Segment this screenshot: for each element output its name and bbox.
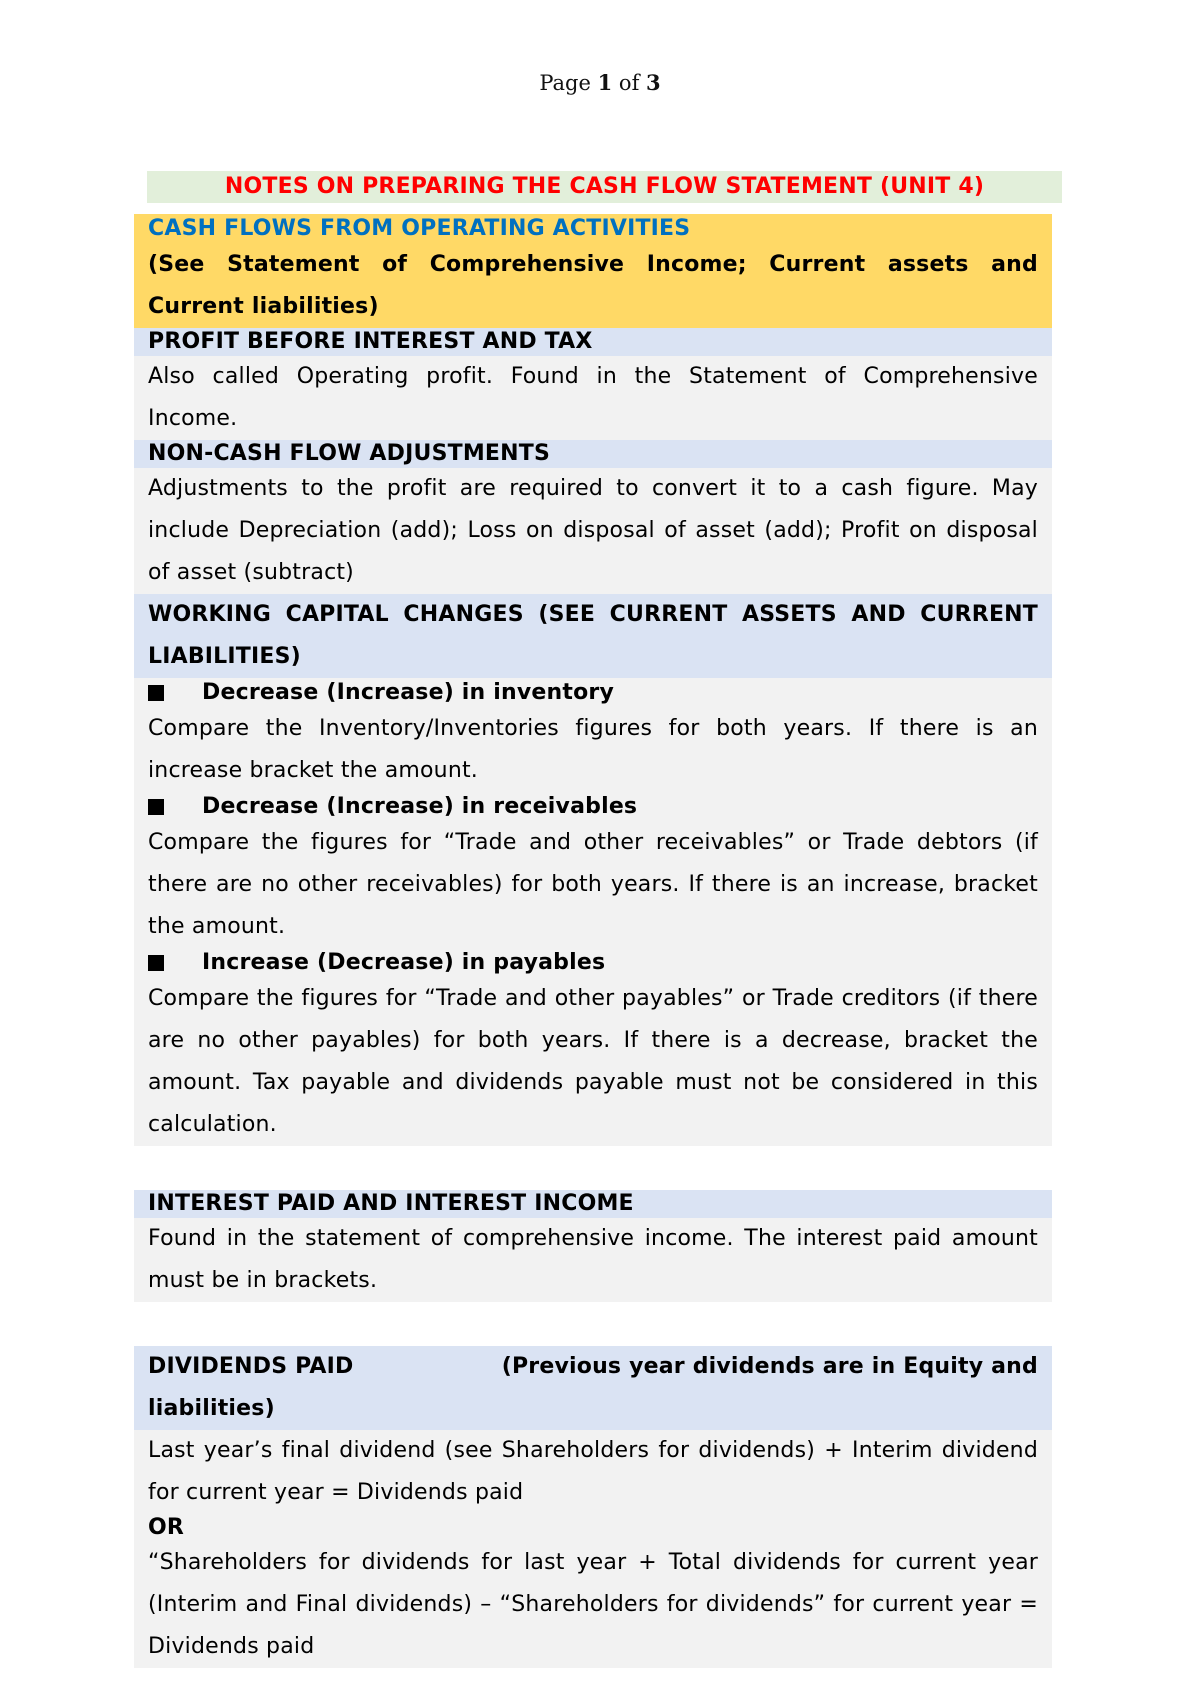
document-title: NOTES ON PREPARING THE CASH FLOW STATEMENT (UNIT 4) (147, 171, 1062, 203)
dividends-text-1: Last year’s final dividend (see Shareholders for dividends) + Interim dividend for current year = Dividends paid (148, 1438, 1038, 1505)
square-bullet-icon (148, 799, 164, 815)
bullet-inventory-label: Decrease (Increase) in inventory (202, 680, 615, 705)
square-bullet-icon (148, 955, 164, 971)
page-of: of (618, 71, 640, 95)
interest-text: Found in the statement of comprehensive income. The interest paid amount must be in brackets. (134, 1218, 1052, 1302)
operating-activities-subheading: (See Statement of Comprehensive Income; Current assets and Current liabilities) (148, 252, 1038, 319)
page-label: Page (539, 71, 591, 95)
dividends-or: OR (148, 1515, 185, 1540)
dividends-text-2: “Shareholders for dividends for last year + Total dividends for current year (Interim and Final dividends) – “Shareholders for dividends” for current year = Dividends paid (148, 1550, 1038, 1659)
receivables-text: Compare the figures for “Trade and other receivables” or Trade debtors (if there are no other receivables) for both years. If there is an increase, bracket the amount. (148, 830, 1038, 939)
dividends-heading (134, 1346, 1052, 1430)
bullet-receivables (148, 792, 1038, 822)
document-content (134, 214, 1052, 1668)
payables-text: Compare the figures for “Trade and other payables” or Trade creditors (if there are no other payables) for both years. If there is a decrease, bracket the amount. Tax payable and dividends payable must not be considered in this calculation. (148, 986, 1038, 1137)
working-capital-heading: WORKING CAPITAL CHANGES (SEE CURRENT ASSETS AND CURRENT LIABILITIES) (134, 594, 1052, 678)
interest-heading: INTEREST PAID AND INTEREST INCOME (134, 1190, 1052, 1218)
noncash-text: Adjustments to the profit are required to convert it to a cash figure. May include Depreciation (add); Loss on disposal of asset (add); Profit on disposal of asset (subtract) (134, 468, 1052, 594)
bullet-inventory (148, 678, 1038, 708)
spacer (134, 1302, 1052, 1346)
pbit-heading: PROFIT BEFORE INTEREST AND TAX (134, 328, 1052, 356)
operating-activities-heading: CASH FLOWS FROM OPERATING ACTIVITIES (148, 216, 691, 241)
dividends-body (134, 1430, 1052, 1668)
operating-activities-section (134, 214, 1052, 328)
dividends-heading-note-rest: liabilities) (148, 1396, 275, 1421)
inventory-text: Compare the Inventory/Inventories figures for both years. If there is an increase bracket the amount. (148, 716, 1038, 783)
page-current: 1 (597, 70, 613, 95)
page-total: 3 (646, 70, 661, 95)
square-bullet-icon (148, 685, 164, 701)
dividends-heading-label: DIVIDENDS PAID (148, 1354, 354, 1379)
noncash-heading: NON-CASH FLOW ADJUSTMENTS (134, 440, 1052, 468)
bullet-payables (148, 948, 1038, 978)
dividends-heading-note-first: (Previous year dividends are in Equity and (501, 1354, 1038, 1379)
page-number (0, 70, 1200, 95)
spacer (134, 1146, 1052, 1190)
bullet-receivables-label: Decrease (Increase) in receivables (202, 794, 638, 819)
bullet-payables-label: Increase (Decrease) in payables (202, 950, 606, 975)
pbit-text: Also called Operating profit. Found in the Statement of Comprehensive Income. (134, 356, 1052, 440)
working-capital-body (134, 678, 1052, 1146)
dividends-heading-line (148, 1346, 1038, 1388)
